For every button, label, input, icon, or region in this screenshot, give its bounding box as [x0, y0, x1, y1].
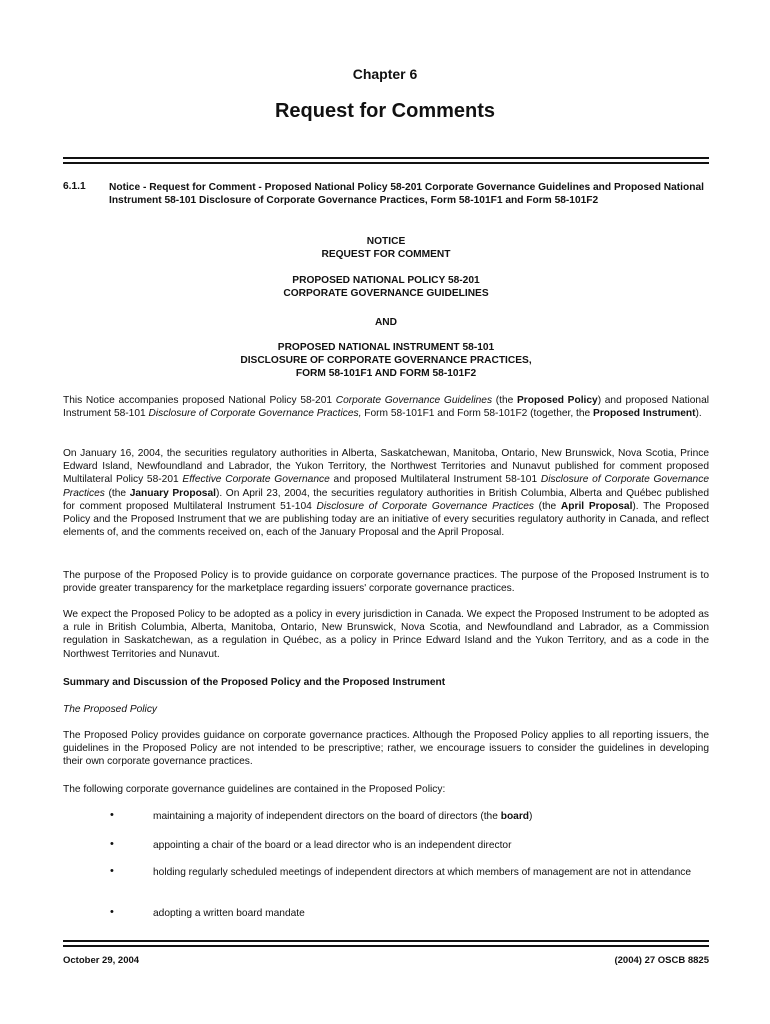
footer-citation: (2004) 27 OSCB 8825 — [614, 955, 709, 966]
bullet-marker: • — [110, 809, 114, 821]
bullet-marker: • — [110, 865, 114, 877]
page-title: Request for Comments — [274, 100, 496, 122]
header-rule-bottom — [63, 162, 709, 164]
footer-date: October 29, 2004 — [63, 955, 140, 966]
notice-line: DISCLOSURE OF CORPORATE GOVERNANCE PRACTICES, — [240, 355, 532, 366]
bullet-marker: • — [110, 906, 114, 918]
chapter-label: Chapter 6 — [352, 66, 418, 82]
bullet-item: holding regularly scheduled meetings of independent directors at which members of management are not in attendance — [153, 867, 691, 878]
notice-line: PROPOSED NATIONAL POLICY 58-201 — [292, 275, 480, 286]
header-rule-top — [63, 157, 709, 159]
notice-line: REQUEST FOR COMMENT — [321, 249, 451, 260]
notice-heading-1 — [63, 235, 709, 261]
paragraph-background: On January 16, 2004, the securities regulatory authorities in Alberta, Saskatchewan, Manitoba, Ontario, New Brunswick, Nova Scotia, Prince Edward Island, Newfoundland and Labrador, the Yukon Territory, the Northwest Territories and Nunavut published for comment proposed Multilateral Policy 58-201 Effective Corporate Governance and proposed Multilateral Instrument 58-101 Disclosure of Corporate Governance Practices (the January Proposal). On April 23, 2004, the securities regulatory authorities in British Columbia, Alberta and Québec published for comment proposed Multilateral Instrument 51-104 Disclosure of Corporate Governance Practices (the April Proposal). The Proposed Policy and the Proposed Instrument that we are publishing today are an initiative of every securities regulatory authority in Canada, and reflect elements of, and the comments received on, each of the January Proposal and the April Proposal. — [63, 448, 710, 539]
paragraph-intro: This Notice accompanies proposed National Policy 58-201 Corporate Governance Guidelines (the Proposed Policy) and proposed National Instrument 58-101 Disclosure of Corporate Governance Practices, Form 58-101F1 and Form 58-101F2 (together, the Proposed Instrument). — [63, 395, 710, 420]
subheading-proposed-policy: The Proposed Policy — [63, 704, 158, 715]
bullet-item: maintaining a majority of independent directors on the board of directors (the board) — [153, 811, 533, 822]
section-number: 6.1.1 — [63, 181, 86, 192]
notice-line: PROPOSED NATIONAL INSTRUMENT 58-101 — [277, 342, 495, 353]
notice-line: AND — [374, 317, 398, 328]
notice-line: NOTICE — [366, 236, 406, 247]
footer-rule-top — [63, 940, 709, 942]
footer-rule-bottom — [63, 945, 709, 947]
bullet-item: appointing a chair of the board or a lead director who is an independent director — [153, 840, 512, 851]
notice-heading-2 — [63, 274, 709, 300]
bullet-marker: • — [110, 838, 114, 850]
notice-line: CORPORATE GOVERNANCE GUIDELINES — [283, 288, 489, 299]
paragraph-guidance: The Proposed Policy provides guidance on corporate governance practices. Although the Proposed Policy applies to all reporting issuers, the guidelines in the Proposed Policy are not intended to be prescriptive; rather, we encourage issuers to consider the guidelines in developing their own corporate governance practices. — [63, 730, 709, 768]
notice-heading-and — [63, 316, 709, 329]
notice-heading-3 — [63, 341, 709, 380]
paragraph-adoption: We expect the Proposed Policy to be adopted as a policy in every jurisdiction in Canada. We expect the Proposed Instrument to be adopted as a rule in British Columbia, Alberta, Manitoba, Ontario, New Brunswick, Nova Scotia, and Newfoundland and Labrador, as a Commission regulation in Saskatchewan, as a regulation in Québec, as a policy in Prince Edward Island and the Yukon Territory, and as a code in the Northwest Territories and Nunavut. — [63, 609, 709, 660]
paragraph-guidelines-intro: The following corporate governance guidelines are contained in the Proposed Policy: — [63, 784, 446, 795]
bullet-item: adopting a written board mandate — [153, 908, 305, 919]
paragraph-purpose: The purpose of the Proposed Policy is to provide guidance on corporate governance practices. The purpose of the Proposed Instrument is to provide greater transparency for the marketplace regarding issuers' corporate governance practices. — [63, 570, 709, 595]
section-title: Notice - Request for Comment - Proposed National Policy 58-201 Corporate Governance Guidelines and Proposed National Instrument 58-101 Disclosure of Corporate Governance Practices, Form 58-101F1 and Form 58-101F2 — [109, 182, 704, 206]
notice-line: FORM 58-101F1 AND FORM 58-101F2 — [295, 368, 477, 379]
summary-heading: Summary and Discussion of the Proposed Policy and the Proposed Instrument — [63, 677, 446, 688]
